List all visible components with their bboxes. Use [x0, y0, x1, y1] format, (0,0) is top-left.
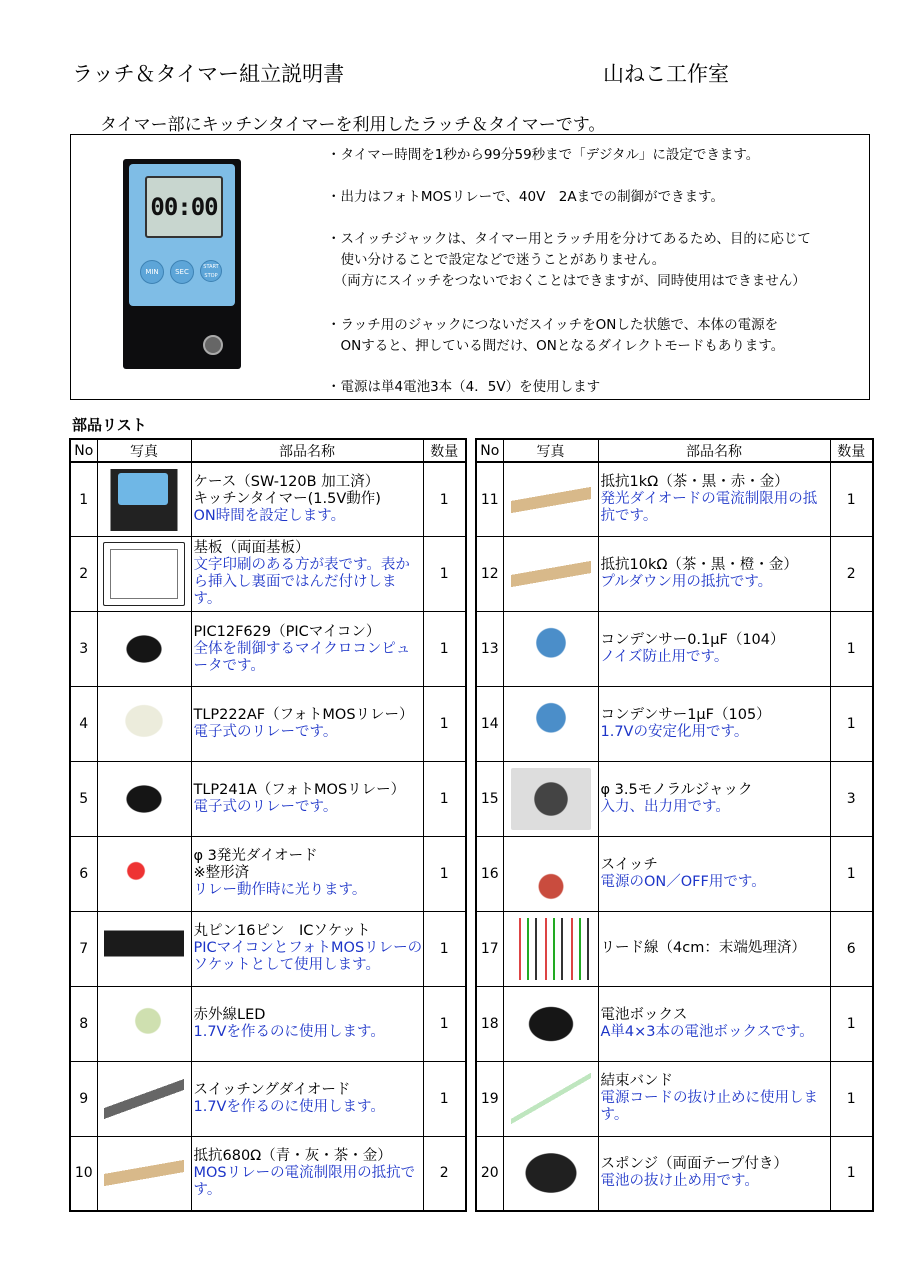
ic-socket-photo — [104, 918, 184, 980]
column-name: 部品名称 — [598, 439, 830, 462]
table-row — [70, 836, 466, 911]
part-name: TLP222AF（フォトMOSリレー） — [193, 707, 414, 724]
feature-line: （両方にスイッチをつないでおくことはできますが、同時使用はできません） — [327, 273, 806, 289]
part-description — [191, 612, 423, 687]
part-number: 8 — [70, 986, 97, 1061]
part-photo-cell — [503, 1061, 598, 1136]
part-quantity: 1 — [830, 462, 873, 537]
part-photo-cell — [97, 1061, 191, 1136]
part-number: 2 — [70, 537, 97, 612]
part-note: PICマイコンとフォトMOSリレーのソケットとして使用します。 — [193, 940, 423, 974]
column-photo: 写真 — [97, 439, 191, 462]
part-photo-cell — [97, 462, 191, 537]
part-note: A単4×3本の電池ボックスです。 — [600, 1023, 814, 1040]
table-row — [476, 537, 873, 612]
column-no: No — [476, 439, 503, 462]
part-quantity: 1 — [423, 762, 466, 837]
table-row — [476, 911, 873, 986]
part-quantity: 1 — [423, 1061, 466, 1136]
table-header-row — [70, 439, 466, 462]
part-note: 1.7Vを作るのに使用します。 — [193, 1023, 385, 1040]
part-name: φ 3発光ダイオード — [193, 848, 318, 865]
part-note: 電子式のリレーです。 — [193, 724, 338, 741]
lead-wire-photo — [511, 918, 591, 980]
part-note: 電池の抜け止め用です。 — [600, 1173, 759, 1190]
part-name: ケース（SW-120B 加工済） — [193, 474, 380, 491]
part-photo-cell — [503, 911, 598, 986]
part-number: 5 — [70, 762, 97, 837]
part-note: ON時間を設定します。 — [193, 508, 346, 525]
toggle-switch-photo — [511, 843, 591, 905]
timer-face — [129, 164, 235, 306]
table-row — [70, 1136, 466, 1211]
parts-table-right — [475, 438, 874, 1212]
photomos-photo — [104, 693, 184, 755]
table-row — [476, 462, 873, 537]
part-number: 16 — [476, 836, 503, 911]
timer-display: 00:00 — [145, 176, 223, 238]
part-number: 7 — [70, 911, 97, 986]
capacitor-104-photo — [511, 618, 591, 680]
part-number: 18 — [476, 986, 503, 1061]
part-name: 電池ボックス — [600, 1006, 688, 1023]
part-photo-cell — [503, 687, 598, 762]
table-row — [70, 986, 466, 1061]
table-row — [476, 986, 873, 1061]
part-number: 14 — [476, 687, 503, 762]
part-photo-cell — [97, 762, 191, 837]
board-photo — [103, 542, 185, 606]
part-number: 11 — [476, 462, 503, 537]
part-number: 6 — [70, 836, 97, 911]
part-description — [598, 911, 830, 986]
part-quantity: 1 — [423, 687, 466, 762]
part-quantity: 1 — [423, 612, 466, 687]
feature-line: ・スイッチジャックは、タイマー用とラッチ用を分けてあるため、目的に応じて — [327, 231, 811, 247]
start-stop-button-image: START STOP — [200, 260, 222, 282]
part-photo-cell — [503, 986, 598, 1061]
part-name: リード線（4cm：末端処理済） — [600, 940, 806, 957]
part-number: 4 — [70, 687, 97, 762]
part-description — [191, 836, 423, 911]
part-name: PIC12F629（PICマイコン） — [193, 623, 381, 640]
part-note: 文字印刷のある方が表です。表から挿入し裏面ではんだ付けします。 — [193, 557, 410, 608]
table-row — [476, 612, 873, 687]
table-row — [476, 1061, 873, 1136]
min-button-image: MIN — [140, 260, 164, 284]
part-name: 抵抗1kΩ（茶・黒・赤・金） — [600, 474, 789, 491]
resistor-680-photo — [104, 1142, 184, 1204]
part-note: リレー動作時に光ります。 — [193, 882, 367, 899]
part-name: 抵抗10kΩ（茶・黒・橙・金） — [600, 557, 798, 574]
red-led-photo — [104, 843, 184, 905]
part-photo-cell — [97, 687, 191, 762]
part-description — [598, 687, 830, 762]
part-number: 3 — [70, 612, 97, 687]
part-photo-cell — [97, 537, 191, 612]
part-note: プルダウン用の抵抗です。 — [600, 574, 773, 591]
part-description — [598, 612, 830, 687]
table-header-row — [476, 439, 873, 462]
part-name: 丸ピン16ピン ICソケット — [193, 923, 371, 940]
feature-line: ・ラッチ用のジャックにつないだスイッチをONした状態で、本体の電源を — [327, 317, 779, 333]
part-name: 抵抗680Ω（青・灰・茶・金） — [193, 1147, 392, 1164]
table-row — [70, 687, 466, 762]
part-description — [598, 836, 830, 911]
column-photo: 写真 — [503, 439, 598, 462]
part-number: 19 — [476, 1061, 503, 1136]
part-quantity: 1 — [423, 836, 466, 911]
part-description — [191, 537, 423, 612]
table-row — [70, 1061, 466, 1136]
table-row — [476, 1136, 873, 1211]
part-note: 全体を制御するマイクロコンピュータです。 — [193, 640, 411, 674]
part-description — [598, 762, 830, 837]
table-row — [70, 612, 466, 687]
column-name: 部品名称 — [191, 439, 423, 462]
features-box — [70, 134, 870, 400]
parts-heading: 部品リスト — [72, 416, 147, 434]
table-row — [476, 836, 873, 911]
column-no: No — [70, 439, 97, 462]
pic-chip-photo — [104, 618, 184, 680]
part-description — [598, 986, 830, 1061]
part-photo-cell — [97, 612, 191, 687]
part-number: 9 — [70, 1061, 97, 1136]
part-note: 入力、出力用です。 — [600, 799, 730, 815]
feature-line: 使い分けることで設定などで迷うことがありません。 — [327, 252, 666, 268]
case-photo — [104, 469, 184, 531]
part-note: 電源のON／OFF用です。 — [600, 873, 766, 890]
part-quantity: 2 — [423, 1136, 466, 1211]
part-quantity: 6 — [830, 911, 873, 986]
cable-tie-photo — [511, 1068, 591, 1130]
kitchen-timer-photo — [123, 159, 241, 369]
part-description — [191, 1136, 423, 1211]
feature-line: ONすると、押している間だけ、ONとなるダイレクトモードもあります。 — [327, 338, 785, 354]
jack-photo — [511, 768, 591, 830]
part-number: 1 — [70, 462, 97, 537]
part-photo-cell — [97, 1136, 191, 1211]
part-photo-cell — [503, 762, 598, 837]
part-photo-cell — [503, 462, 598, 537]
part-quantity: 1 — [830, 836, 873, 911]
part-name: φ 3.5モノラルジャック — [600, 782, 753, 798]
part-note: 1.7Vを作るのに使用します。 — [193, 1098, 385, 1115]
table-row — [476, 687, 873, 762]
document-title: ラッチ＆タイマー組立説明書 — [72, 62, 345, 86]
part-quantity: 1 — [423, 462, 466, 537]
feature-line: ・出力はフォトMOSリレーで、40V 2Aまでの制御ができます。 — [327, 189, 725, 205]
part-quantity: 1 — [423, 537, 466, 612]
table-row — [70, 462, 466, 537]
switching-diode-photo — [104, 1068, 184, 1130]
part-description — [598, 1136, 830, 1211]
part-name: 基板（両面基板） — [193, 540, 310, 557]
sec-button-image: SEC — [170, 260, 194, 284]
part-number: 10 — [70, 1136, 97, 1211]
table-row — [70, 762, 466, 837]
part-number: 20 — [476, 1136, 503, 1211]
part-note: 電源コードの抜け止めに使用します。 — [600, 1090, 818, 1124]
part-name-sub: ※整形済 — [193, 865, 250, 882]
author-name: 山ねこ工作室 — [603, 62, 729, 86]
part-name: 結束バンド — [600, 1073, 673, 1090]
part-description — [598, 462, 830, 537]
ir-led-photo — [104, 993, 184, 1055]
part-photo-cell — [97, 986, 191, 1061]
part-description — [191, 911, 423, 986]
part-photo-cell — [503, 612, 598, 687]
part-quantity: 1 — [423, 911, 466, 986]
part-quantity: 1 — [830, 986, 873, 1061]
part-photo-cell — [97, 911, 191, 986]
battery-box-photo — [511, 993, 591, 1055]
table-row — [70, 537, 466, 612]
part-number: 15 — [476, 762, 503, 837]
part-description — [598, 537, 830, 612]
part-quantity: 1 — [830, 687, 873, 762]
part-name: TLP241A（フォトMOSリレー） — [193, 782, 406, 798]
part-name: スイッチ — [600, 856, 658, 873]
part-name: コンデンサー0.1μF（104） — [600, 632, 785, 649]
part-note: 発光ダイオードの電流制限用の抵抗です。 — [600, 491, 818, 525]
part-photo-cell — [503, 537, 598, 612]
table-row — [476, 762, 873, 837]
sponge-photo — [511, 1142, 591, 1204]
part-name: 赤外線LED — [193, 1006, 266, 1023]
part-description — [191, 762, 423, 837]
part-number: 13 — [476, 612, 503, 687]
table-row — [70, 911, 466, 986]
part-quantity: 3 — [830, 762, 873, 837]
feature-line: ・電源は単4電池3本（4．5V）を使用します — [327, 379, 601, 395]
part-note: 電子式のリレーです。 — [193, 799, 338, 815]
part-name: コンデンサー1μF（105） — [600, 707, 771, 724]
parts-table-left — [69, 438, 467, 1212]
part-note: 1.7Vの安定化用です。 — [600, 724, 749, 741]
part-description — [191, 687, 423, 762]
part-number: 17 — [476, 911, 503, 986]
part-quantity: 1 — [423, 986, 466, 1061]
part-quantity: 2 — [830, 537, 873, 612]
column-qty: 数量 — [830, 439, 873, 462]
column-qty: 数量 — [423, 439, 466, 462]
part-photo-cell — [97, 836, 191, 911]
part-quantity: 1 — [830, 1136, 873, 1211]
part-number: 12 — [476, 537, 503, 612]
part-note: MOSリレーの電流制限用の抵抗です。 — [193, 1164, 416, 1198]
photomos-black-photo — [104, 768, 184, 830]
part-quantity: 1 — [830, 1061, 873, 1136]
feature-line: ・タイマー時間を1秒から99分59秒まで「デジタル」に設定できます。 — [327, 147, 760, 163]
part-description — [191, 462, 423, 537]
part-photo-cell — [503, 836, 598, 911]
part-photo-cell — [503, 1136, 598, 1211]
part-note: ノイズ防止用です。 — [600, 649, 729, 666]
part-description — [598, 1061, 830, 1136]
intro-text: タイマー部にキッチンタイマーを利用したラッチ＆タイマーです。 — [100, 115, 606, 135]
resistor-1k-photo — [511, 469, 591, 531]
part-description — [191, 1061, 423, 1136]
part-name-sub: キッチンタイマー(1.5V動作) — [193, 491, 381, 508]
part-name: スイッチングダイオード — [193, 1081, 351, 1098]
part-quantity: 1 — [830, 612, 873, 687]
part-name: スポンジ（両面テープ付き） — [600, 1156, 788, 1173]
resistor-10k-photo — [511, 543, 591, 605]
capacitor-105-photo — [511, 693, 591, 755]
part-description — [191, 986, 423, 1061]
timer-jack-image — [203, 335, 223, 355]
